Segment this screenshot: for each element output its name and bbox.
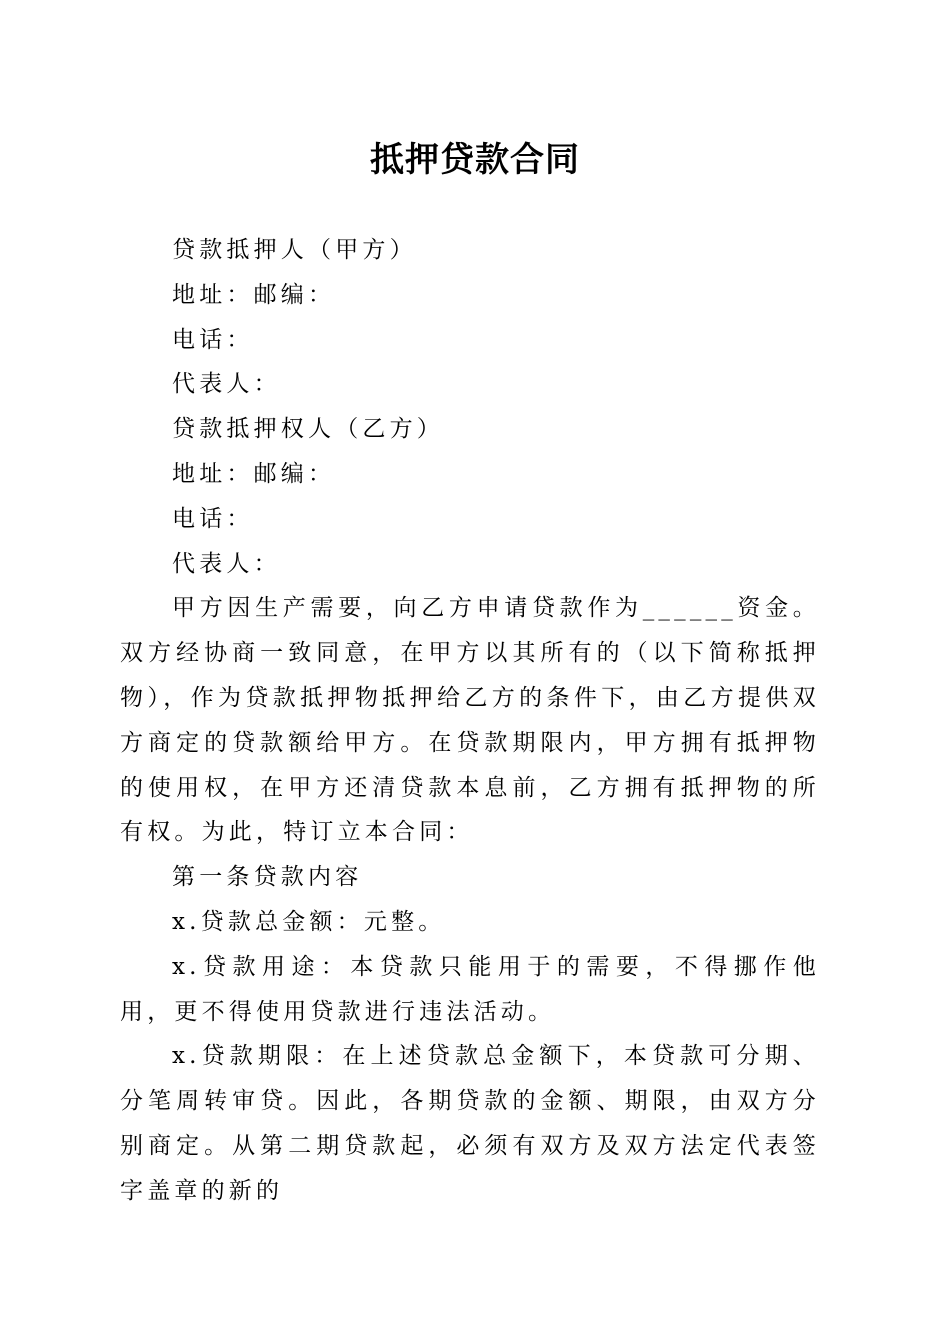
- preamble-paragraph: 甲方因生产需要，向乙方申请贷款作为______资金。双方经协商一致同意，在甲方以其所有的（以下简称抵押物），作为贷款抵押物抵押给乙方的条件下，由乙方提供双方商定的贷款额给甲方。在贷款期限内，甲方拥有抵押物的使用权，在甲方还清贷款本息前，乙方拥有抵押物的所有权。为此，特订立本合同：: [120, 595, 820, 846]
- party-b-label: 贷款抵押权人（乙方）: [172, 416, 444, 443]
- party-a-representative: 代表人：: [172, 371, 281, 398]
- article-1-item-3: x.贷款期限：在上述贷款总金额下，本贷款可分期、分笔周转审贷。因此，各期贷款的金额、期限，由双方分别商定。从第二期贷款起，必须有双方及双方法定代表签字盖章的新的: [120, 1043, 820, 1204]
- party-a-label: 贷款抵押人（甲方）: [172, 237, 417, 263]
- article-1-item-2: x.贷款用途：本贷款只能用于的需要，不得挪作他用，更不得使用贷款进行违法活动。: [120, 953, 820, 1025]
- party-b-phone: 电话：: [172, 505, 254, 532]
- party-b-representative: 代表人：: [172, 550, 281, 577]
- party-a-address: 地址：邮编：: [172, 281, 336, 308]
- document-title: 抵押贷款合同: [370, 140, 580, 180]
- article-1-item-1: x.贷款总金额：元整。: [172, 908, 446, 935]
- article-1-heading: 第一条贷款内容: [172, 864, 363, 891]
- party-a-phone: 电话：: [172, 326, 254, 353]
- party-b-address: 地址：邮编：: [172, 460, 336, 487]
- document-body: [120, 228, 820, 1214]
